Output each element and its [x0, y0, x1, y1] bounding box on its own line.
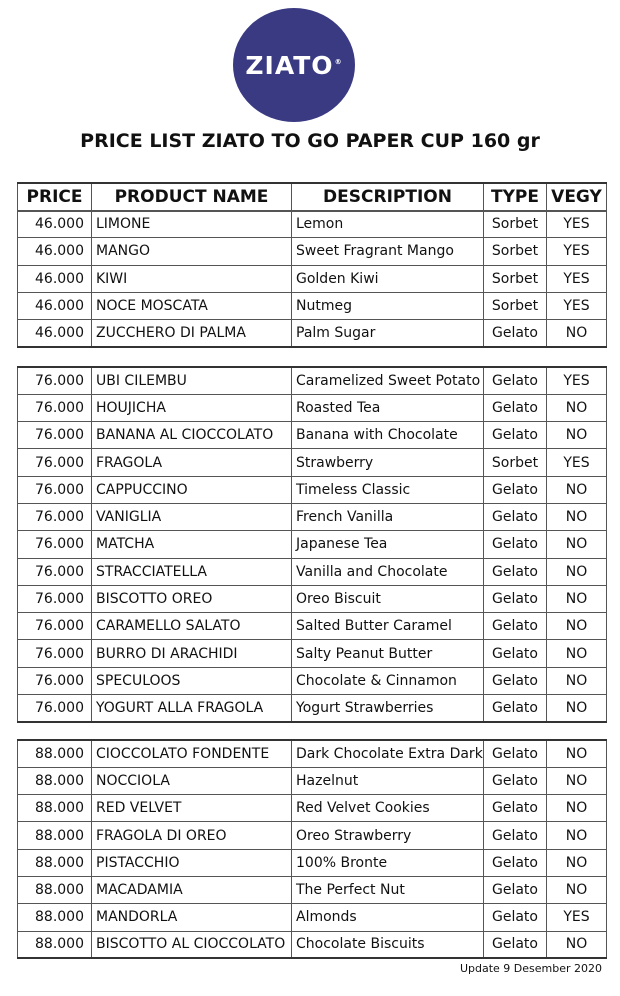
type-cell: Gelato [484, 740, 547, 767]
vegy-cell: NO [547, 585, 607, 612]
description-cell: The Perfect Nut [292, 876, 484, 903]
type-cell: Gelato [484, 904, 547, 931]
product-name-cell: FRAGOLA [92, 449, 292, 476]
price-cell: 76.000 [18, 640, 92, 667]
description-cell: Caramelized Sweet Potato [292, 367, 484, 394]
description-cell: Timeless Classic [292, 476, 484, 503]
table-row [18, 531, 607, 558]
vegy-cell: NO [547, 876, 607, 903]
vegy-cell: NO [547, 503, 607, 530]
type-cell: Sorbet [484, 449, 547, 476]
vegy-cell: NO [547, 740, 607, 767]
type-cell: Sorbet [484, 238, 547, 265]
table-row [18, 695, 607, 722]
vegy-cell: NO [547, 476, 607, 503]
description-cell: Almonds [292, 904, 484, 931]
description-cell: Banana with Chocolate [292, 422, 484, 449]
table-row [18, 238, 607, 265]
product-name-cell: BURRO DI ARACHIDI [92, 640, 292, 667]
product-name-cell: YOGURT ALLA FRAGOLA [92, 695, 292, 722]
vegy-cell: NO [547, 394, 607, 421]
table-row [18, 367, 607, 394]
price-cell: 76.000 [18, 476, 92, 503]
type-cell: Gelato [484, 503, 547, 530]
price-cell: 76.000 [18, 613, 92, 640]
table-row [18, 394, 607, 421]
description-cell: Japanese Tea [292, 531, 484, 558]
vegy-cell: NO [547, 931, 607, 958]
vegy-cell: NO [547, 667, 607, 694]
price-cell: 88.000 [18, 904, 92, 931]
price-cell: 76.000 [18, 367, 92, 394]
type-cell: Gelato [484, 531, 547, 558]
product-name-cell: SPECULOOS [92, 667, 292, 694]
type-cell: Gelato [484, 422, 547, 449]
col-vegy-header: VEGY [547, 183, 607, 211]
type-cell: Gelato [484, 476, 547, 503]
type-cell: Gelato [484, 640, 547, 667]
price-cell: 88.000 [18, 822, 92, 849]
table-row [18, 211, 607, 238]
header-row [18, 183, 607, 211]
vegy-cell: YES [547, 904, 607, 931]
type-cell: Sorbet [484, 265, 547, 292]
price-cell: 76.000 [18, 503, 92, 530]
product-name-cell: MANGO [92, 238, 292, 265]
vegy-cell: NO [547, 422, 607, 449]
description-cell: Nutmeg [292, 292, 484, 319]
table-row [18, 640, 607, 667]
type-cell: Gelato [484, 394, 547, 421]
table-row [18, 822, 607, 849]
price-cell: 76.000 [18, 695, 92, 722]
vegy-cell: NO [547, 640, 607, 667]
table-row [18, 767, 607, 794]
registered-mark: ® [334, 58, 343, 67]
table-row [18, 876, 607, 903]
vegy-cell: YES [547, 367, 607, 394]
description-cell: Lemon [292, 211, 484, 238]
price-cell: 76.000 [18, 531, 92, 558]
table-row [18, 613, 607, 640]
description-cell: Hazelnut [292, 767, 484, 794]
type-cell: Gelato [484, 795, 547, 822]
vegy-cell: YES [547, 238, 607, 265]
product-name-cell: STRACCIATELLA [92, 558, 292, 585]
logo-wordmark: ZIATO® [245, 50, 343, 80]
price-cell: 46.000 [18, 265, 92, 292]
price-cell: 46.000 [18, 211, 92, 238]
table-row [18, 449, 607, 476]
price-cell: 46.000 [18, 292, 92, 319]
type-cell: Sorbet [484, 292, 547, 319]
col-type-header: TYPE [484, 183, 547, 211]
type-cell: Gelato [484, 695, 547, 722]
type-cell: Gelato [484, 667, 547, 694]
description-cell: Salted Butter Caramel [292, 613, 484, 640]
description-cell: Chocolate & Cinnamon [292, 667, 484, 694]
table-row [18, 740, 607, 767]
table-row [18, 558, 607, 585]
product-name-cell: LIMONE [92, 211, 292, 238]
product-name-cell: MACADAMIA [92, 876, 292, 903]
description-cell: Yogurt Strawberries [292, 695, 484, 722]
vegy-cell: NO [547, 320, 607, 347]
price-cell: 46.000 [18, 238, 92, 265]
type-cell: Gelato [484, 585, 547, 612]
type-cell: Gelato [484, 558, 547, 585]
product-name-cell: PISTACCHIO [92, 849, 292, 876]
vegy-cell: NO [547, 695, 607, 722]
update-note: Update 9 Desember 2020 [459, 962, 602, 975]
description-cell: Red Velvet Cookies [292, 795, 484, 822]
description-cell: 100% Bronte [292, 849, 484, 876]
product-name-cell: MANDORLA [92, 904, 292, 931]
product-name-cell: FRAGOLA DI OREO [92, 822, 292, 849]
vegy-cell: NO [547, 613, 607, 640]
product-name-cell: NOCCIOLA [92, 767, 292, 794]
table-row [18, 931, 607, 958]
description-cell: Oreo Strawberry [292, 822, 484, 849]
price-table-section-88000 [17, 739, 607, 959]
description-cell: Salty Peanut Butter [292, 640, 484, 667]
vegy-cell: NO [547, 795, 607, 822]
col-product-name-header: PRODUCT NAME [92, 183, 292, 211]
product-name-cell: RED VELVET [92, 795, 292, 822]
price-cell: 76.000 [18, 449, 92, 476]
price-cell: 76.000 [18, 667, 92, 694]
price-cell: 88.000 [18, 849, 92, 876]
product-name-cell: BISCOTTO OREO [92, 585, 292, 612]
price-cell: 76.000 [18, 394, 92, 421]
product-name-cell: HOUJICHA [92, 394, 292, 421]
ziato-logo [233, 8, 355, 122]
price-cell: 88.000 [18, 767, 92, 794]
product-name-cell: BISCOTTO AL CIOCCOLATO [92, 931, 292, 958]
price-cell: 76.000 [18, 585, 92, 612]
vegy-cell: YES [547, 265, 607, 292]
table-row [18, 422, 607, 449]
product-name-cell: KIWI [92, 265, 292, 292]
price-cell: 88.000 [18, 740, 92, 767]
vegy-cell: YES [547, 449, 607, 476]
type-cell: Gelato [484, 822, 547, 849]
table-row [18, 849, 607, 876]
product-name-cell: MATCHA [92, 531, 292, 558]
price-cell: 88.000 [18, 795, 92, 822]
table-row [18, 265, 607, 292]
description-cell: Golden Kiwi [292, 265, 484, 292]
product-name-cell: VANIGLIA [92, 503, 292, 530]
vegy-cell: NO [547, 822, 607, 849]
product-name-cell: CARAMELLO SALATO [92, 613, 292, 640]
vegy-cell: NO [547, 767, 607, 794]
table-row [18, 667, 607, 694]
type-cell: Gelato [484, 767, 547, 794]
description-cell: Vanilla and Chocolate [292, 558, 484, 585]
product-name-cell: UBI CILEMBU [92, 367, 292, 394]
vegy-cell: YES [547, 292, 607, 319]
description-cell: Dark Chocolate Extra Dark [292, 740, 484, 767]
type-cell: Gelato [484, 320, 547, 347]
product-name-cell: BANANA AL CIOCCOLATO [92, 422, 292, 449]
type-cell: Gelato [484, 931, 547, 958]
table-row [18, 795, 607, 822]
vegy-cell: NO [547, 531, 607, 558]
product-name-cell: CIOCCOLATO FONDENTE [92, 740, 292, 767]
type-cell: Gelato [484, 613, 547, 640]
price-cell: 88.000 [18, 931, 92, 958]
vegy-cell: YES [547, 211, 607, 238]
price-cell: 76.000 [18, 422, 92, 449]
type-cell: Sorbet [484, 211, 547, 238]
price-cell: 88.000 [18, 876, 92, 903]
description-cell: Roasted Tea [292, 394, 484, 421]
product-name-cell: NOCE MOSCATA [92, 292, 292, 319]
product-name-cell: ZUCCHERO DI PALMA [92, 320, 292, 347]
product-name-cell: CAPPUCCINO [92, 476, 292, 503]
type-cell: Gelato [484, 367, 547, 394]
col-description-header: DESCRIPTION [292, 183, 484, 211]
col-price-header: PRICE [18, 183, 92, 211]
description-cell: Oreo Biscuit [292, 585, 484, 612]
type-cell: Gelato [484, 876, 547, 903]
page-title: PRICE LIST ZIATO TO GO PAPER CUP 160 gr [80, 130, 540, 152]
description-cell: Chocolate Biscuits [292, 931, 484, 958]
price-table-header [17, 182, 607, 212]
vegy-cell: NO [547, 849, 607, 876]
table-row [18, 585, 607, 612]
description-cell: Strawberry [292, 449, 484, 476]
table-row [18, 503, 607, 530]
price-table-section-76000 [17, 366, 607, 723]
price-cell: 46.000 [18, 320, 92, 347]
description-cell: Palm Sugar [292, 320, 484, 347]
price-cell: 76.000 [18, 558, 92, 585]
table-row [18, 476, 607, 503]
type-cell: Gelato [484, 849, 547, 876]
description-cell: Sweet Fragrant Mango [292, 238, 484, 265]
vegy-cell: NO [547, 558, 607, 585]
price-table-section-46000 [17, 210, 607, 348]
table-row [18, 320, 607, 347]
table-row [18, 292, 607, 319]
table-row [18, 904, 607, 931]
description-cell: French Vanilla [292, 503, 484, 530]
